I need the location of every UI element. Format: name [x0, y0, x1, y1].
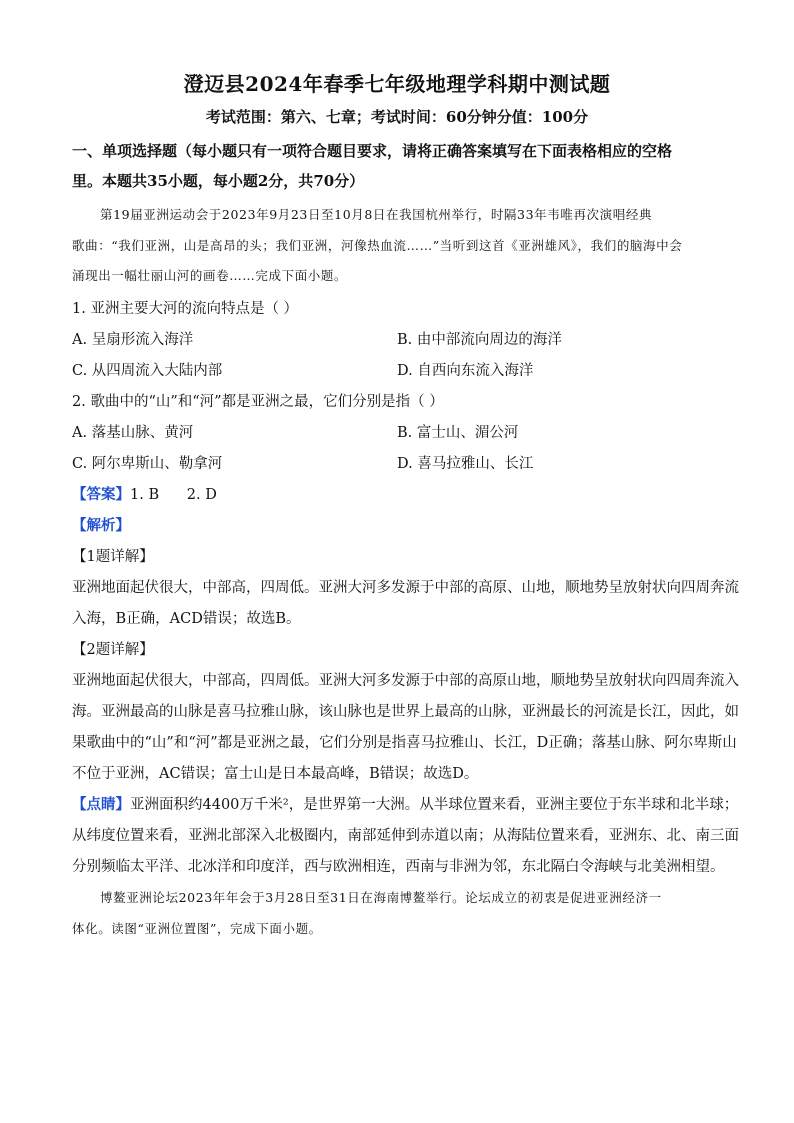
- detail-1-label: 【1题详解】: [72, 549, 154, 565]
- tip-line: 分别频临太平洋、北冰洋和印度洋，西与欧洲相连，西南与非洲为邻，东北隔白令海峡与北美洲相望。: [72, 859, 725, 875]
- q2-option-b: B. 富士山、湄公河: [397, 425, 519, 441]
- detail-1-line: 亚洲地面起伏很大，中部高，四周低。亚洲大河多发源于中部的高原、山地，顺地势呈放射状向四周奔流: [72, 580, 739, 596]
- q1-option-d: D. 自西向东流入海洋: [397, 363, 534, 379]
- q1-option-a: A. 呈扇形流入海洋: [72, 332, 194, 348]
- detail-2-line: 不位于亚洲，AC错误；富士山是日本最高峰，B错误；故选D。: [72, 766, 479, 782]
- answer-row: [72, 483, 217, 504]
- detail-1-line: 入海，B正确，ACD错误；故选B。: [72, 611, 301, 627]
- passage-1-line: 第19届亚洲运动会于2023年9月23日至10月8日在我国杭州举行，时隔33年韦唯再次演唱经典: [100, 207, 653, 222]
- answer-label: 【答案】: [72, 486, 130, 503]
- tip-label: 【点睛】: [72, 796, 130, 813]
- q1-option-c: C. 从四周流入大陆内部: [72, 363, 223, 379]
- q1-option-b: B. 由中部流向周边的海洋: [397, 332, 562, 348]
- section-heading-cont: 里。本题共35小题，每小题2分，共70分）: [72, 172, 365, 190]
- detail-2-line: 亚洲地面起伏很大，中部高，四周低。亚洲大河多发源于中部的高原山地，顺地势呈放射状向四周奔流入: [72, 673, 739, 689]
- tip-row: [72, 793, 738, 814]
- analysis-label: 【解析】: [72, 517, 130, 534]
- page-title: 澄迈县2024年春季七年级地理学科期中测试题: [183, 72, 611, 96]
- passage-2-line: 博鳌亚洲论坛2023年年会于3月28日至31日在海南博鳌举行。论坛成立的初衷是促进亚洲经济一: [100, 890, 662, 905]
- q2-option-a: A. 落基山脉、黄河: [72, 425, 194, 441]
- detail-2-label: 【2题详解】: [72, 642, 154, 658]
- q2-option-d: D. 喜马拉雅山、长江: [397, 456, 534, 472]
- passage-2-line: 体化。读图“亚洲位置图”，完成下面小题。: [72, 921, 322, 936]
- question-2-stem: 2. 歌曲中的“山”和“河”都是亚洲之最，它们分别是指（ ）: [72, 394, 444, 410]
- passage-1-line: 涌现出一幅壮丽山河的画卷……完成下面小题。: [72, 268, 348, 283]
- answer-text: 1. B 2. D: [130, 487, 217, 503]
- passage-1-line: 歌曲：“我们亚洲，山是高昂的头；我们亚洲，河像热血流……”当听到这首《亚洲雄风》，我们的脑海中会: [72, 238, 683, 253]
- detail-2-line: 海。亚洲最高的山脉是喜马拉雅山脉，该山脉也是世界上最高的山脉，亚洲最长的河流是长江，因此，如: [72, 704, 739, 720]
- q2-option-c: C. 阿尔卑斯山、勒拿河: [72, 456, 223, 472]
- question-1-stem: 1. 亚洲主要大河的流向特点是（ ）: [72, 301, 299, 317]
- exam-info: 考试范围：第六、七章；考试时间：60分钟分值：100分: [205, 108, 589, 126]
- detail-2-line: 果歌曲中的“山”和“河”都是亚洲之最，它们分别是指喜马拉雅山、长江，D正确；落基山脉、阿尔卑斯山: [72, 735, 737, 751]
- tip-text: 亚洲面积约4400万千米²，是世界第一大洲。从半球位置来看，亚洲主要位于东半球和北半球；: [130, 797, 739, 813]
- section-heading: 一、单项选择题（每小题只有一项符合题目要求，请将正确答案填写在下面表格相应的空格: [72, 142, 673, 160]
- tip-line: 从纬度位置来看，亚洲北部深入北极圈内，南部延伸到赤道以南；从海陆位置来看，亚洲东、北、南三面: [72, 828, 739, 844]
